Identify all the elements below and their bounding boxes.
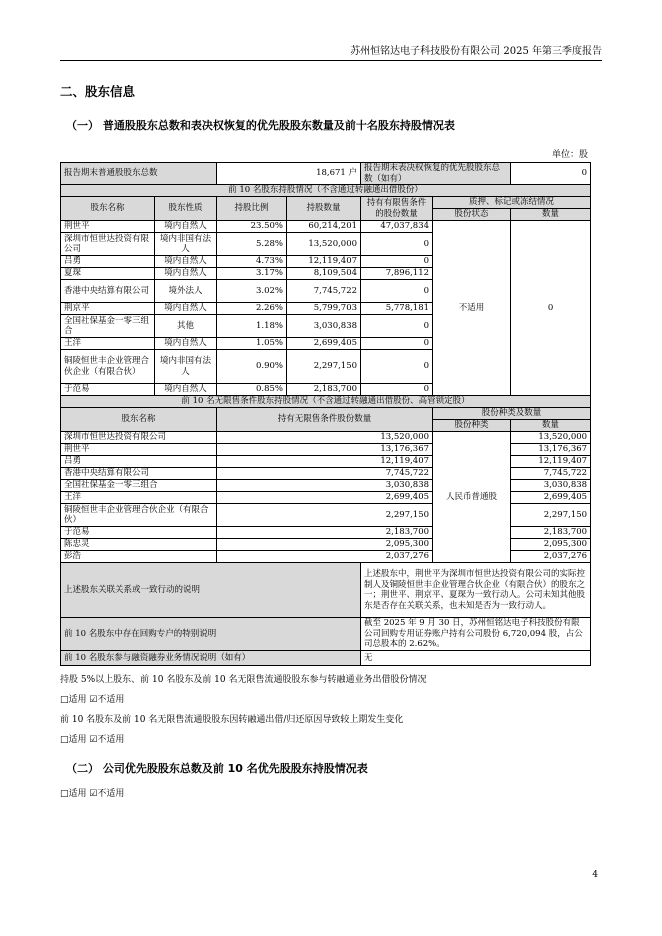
applicable-3: □适用 ☑不适用	[60, 789, 125, 799]
holder-name: 深圳市恒世达投资有限公司	[61, 233, 155, 256]
holder-nature: 境内自然人	[155, 384, 217, 396]
col-qty: 持股数量	[287, 197, 361, 221]
u-holder-count: 2,095,300	[511, 539, 591, 551]
u-holder-qty: 2,297,150	[217, 504, 433, 527]
u-holder-name: 陈忠灵	[61, 539, 217, 551]
holder-nature: 境外法人	[155, 280, 217, 303]
unrestricted-title-row	[61, 396, 591, 408]
pledge-status: 不适用	[433, 221, 511, 396]
unrestricted-row	[61, 504, 591, 527]
holder-ratio: 23.50%	[217, 221, 287, 233]
holder-restricted: 47,037,834	[361, 221, 433, 233]
unrestricted-row	[61, 444, 591, 456]
holder-ratio: 3.02%	[217, 280, 287, 303]
holder-restricted: 0	[361, 280, 433, 303]
col-status: 股份状态	[433, 209, 511, 221]
holder-name: 吕勇	[61, 256, 155, 268]
holder-ratio: 5.28%	[217, 233, 287, 256]
unrestricted-row	[61, 456, 591, 468]
pref-holders-label: 报告期末表决权恢复的优先股股东总数（如有）	[361, 163, 511, 185]
shareholder-table	[60, 162, 591, 666]
unrestricted-row	[61, 551, 591, 563]
u-holder-qty: 3,030,838	[217, 480, 433, 492]
u-holder-qty: 13,520,000	[217, 432, 433, 444]
col-u-type: 股份种类	[433, 420, 511, 432]
holder-qty: 2,183,700	[287, 384, 361, 396]
note-text: 截至 2025 年 9 月 30 日，苏州恒铭达电子科技股份有限公司回购专用证券账户持有公司股份 6,720,094 股，占公司总股本的 2.62%。	[361, 618, 591, 651]
col-ratio: 持股比例	[217, 197, 287, 221]
applicable-2: □适用 ☑不适用	[60, 735, 125, 745]
holder-restricted: 0	[361, 256, 433, 268]
u-holder-name: 香港中央结算有限公司	[61, 468, 217, 480]
holder-name: 于范易	[61, 384, 155, 396]
holder-name: 王洋	[61, 338, 155, 350]
pref-holders-value: 0	[511, 163, 591, 185]
u-holder-name: 吕勇	[61, 456, 217, 468]
holder-ratio: 0.90%	[217, 350, 287, 384]
col-pledge: 质押、标记或冻结情况	[433, 197, 591, 209]
holder-qty: 7,745,722	[287, 280, 361, 303]
holder-restricted: 7,896,112	[361, 268, 433, 280]
holder-restricted: 0	[361, 384, 433, 396]
note-label: 上述股东关联关系或一致行动的说明	[61, 563, 361, 618]
u-holder-count: 12,119,407	[511, 456, 591, 468]
holder-nature: 境内自然人	[155, 256, 217, 268]
holder-name: 荆京平	[61, 303, 155, 315]
holder-ratio: 3.17%	[217, 268, 287, 280]
share-type: 人民币普通股	[433, 432, 511, 563]
u-holder-name: 荆世平	[61, 444, 217, 456]
u-holder-count: 2,183,700	[511, 527, 591, 539]
unrestricted-row	[61, 492, 591, 504]
u-holder-count: 13,176,367	[511, 444, 591, 456]
top10-row	[61, 221, 591, 233]
holder-restricted: 5,778,181	[361, 303, 433, 315]
holder-nature: 境内非国有法人	[155, 350, 217, 384]
subsection-title-2: （二） 公司优先股股东总数及前 10 名优先股股东持股情况表	[66, 762, 368, 775]
holder-qty: 8,109,504	[287, 268, 361, 280]
u-holder-name: 于范易	[61, 527, 217, 539]
u-holder-qty: 2,699,405	[217, 492, 433, 504]
u-holder-name: 深圳市恒世达投资有限公司	[61, 432, 217, 444]
note-label: 前 10 名股东中存在回购专户的特别说明	[61, 618, 361, 651]
holder-name: 夏琛	[61, 268, 155, 280]
page-header: 苏州恒铭达电子科技股份有限公司 2025 年第三季度报告	[60, 44, 602, 61]
u-holder-name: 王洋	[61, 492, 217, 504]
u-holder-name: 彭浩	[61, 551, 217, 563]
holder-name: 荆世平	[61, 221, 155, 233]
holder-nature: 境内非国有法人	[155, 233, 217, 256]
note-row	[61, 618, 591, 651]
top10-title: 前 10 名股东持股情况（不含通过转融通出借股份）	[61, 185, 591, 197]
top10-title-row	[61, 185, 591, 197]
top10-header-row	[61, 197, 591, 209]
note-label: 前 10 名股东参与融资融券业务情况说明（如有）	[61, 650, 361, 665]
subsection-title-1: （一） 普通股股东总数和表决权恢复的优先股股东数量及前十名股东持股情况表	[66, 119, 455, 132]
u-holder-count: 3,030,838	[511, 480, 591, 492]
holder-qty: 13,520,000	[287, 233, 361, 256]
u-holder-name: 铜陵恒世丰企业管理合伙企业（有限合伙）	[61, 504, 217, 527]
holder-ratio: 4.73%	[217, 256, 287, 268]
total-holders-value: 18,671 户	[217, 163, 361, 185]
col-count: 数量	[511, 209, 591, 221]
holder-name: 香港中央结算有限公司	[61, 280, 155, 303]
holder-nature: 境内自然人	[155, 221, 217, 233]
u-holder-qty: 2,183,700	[217, 527, 433, 539]
holder-restricted: 0	[361, 338, 433, 350]
holder-restricted: 0	[361, 315, 433, 338]
holder-ratio: 0.85%	[217, 384, 287, 396]
paragraph-1: 持股 5%以上股东、前 10 名股东及前 10 名无限售流通股股东参与转融通业务出借股份情况	[60, 675, 427, 685]
holder-nature: 其他	[155, 315, 217, 338]
u-holder-qty: 2,095,300	[217, 539, 433, 551]
col-u-qty: 持有无限售条件股份数量	[217, 408, 433, 432]
holder-qty: 2,297,150	[287, 350, 361, 384]
holder-ratio: 1.18%	[217, 315, 287, 338]
holder-name: 全国社保基金一零三组合	[61, 315, 155, 338]
col-restricted: 持有有限售条件的股份数量	[361, 197, 433, 221]
u-holder-name: 全国社保基金一零三组合	[61, 480, 217, 492]
col-u-count: 数量	[511, 420, 591, 432]
u-holder-count: 2,297,150	[511, 504, 591, 527]
total-holders-label: 报告期末普通股股东总数	[61, 163, 217, 185]
unrestricted-row	[61, 480, 591, 492]
summary-row	[61, 163, 591, 185]
col-u-name: 股东名称	[61, 408, 217, 432]
holder-qty: 12,119,407	[287, 256, 361, 268]
holder-restricted: 0	[361, 233, 433, 256]
unit-label: 单位：股	[551, 150, 588, 160]
unrestricted-header-row	[61, 408, 591, 420]
holder-ratio: 2.26%	[217, 303, 287, 315]
unrestricted-title: 前 10 名无限售条件股东持股情况（不含通过转融通出借股份、高管锁定股）	[61, 396, 591, 408]
u-holder-count: 7,745,722	[511, 468, 591, 480]
u-holder-count: 2,037,276	[511, 551, 591, 563]
col-nature: 股东性质	[155, 197, 217, 221]
unrestricted-row	[61, 539, 591, 551]
applicable-1: □适用 ☑不适用	[60, 695, 125, 705]
u-holder-qty: 7,745,722	[217, 468, 433, 480]
u-holder-qty: 2,037,276	[217, 551, 433, 563]
holder-ratio: 1.05%	[217, 338, 287, 350]
pledge-count: 0	[511, 221, 591, 396]
u-holder-count: 2,699,405	[511, 492, 591, 504]
holder-nature: 境内自然人	[155, 338, 217, 350]
holder-qty: 3,030,838	[287, 315, 361, 338]
col-name: 股东名称	[61, 197, 155, 221]
u-holder-qty: 13,176,367	[217, 444, 433, 456]
note-row	[61, 563, 591, 618]
unrestricted-row	[61, 432, 591, 444]
unrestricted-row	[61, 527, 591, 539]
u-holder-count: 13,520,000	[511, 432, 591, 444]
holder-nature: 境内自然人	[155, 303, 217, 315]
holder-restricted: 0	[361, 350, 433, 384]
note-row	[61, 650, 591, 665]
section-title: 二、股东信息	[60, 84, 136, 99]
unrestricted-row	[61, 468, 591, 480]
paragraph-2: 前 10 名股东及前 10 名无限售流通股股东因转融通出借/归还原因导致较上期发生变化	[60, 715, 404, 725]
note-text: 上述股东中，荆世平为深圳市恒世达投资有限公司的实际控制人及铜陵恒世丰企业管理合伙企业（有限合伙）的股东之一；荆世平、荆京平、夏琛为一致行动人。公司未知其他股东是否存在关联关系，也未知是否为一致行动人。	[361, 563, 591, 618]
note-text: 无	[361, 650, 591, 665]
holder-nature: 境内自然人	[155, 268, 217, 280]
holder-qty: 60,214,201	[287, 221, 361, 233]
holder-name: 铜陵恒世丰企业管理合伙企业（有限合伙）	[61, 350, 155, 384]
u-holder-qty: 12,119,407	[217, 456, 433, 468]
col-u-typegroup: 股份种类及数量	[433, 408, 591, 420]
holder-qty: 2,699,405	[287, 338, 361, 350]
holder-qty: 5,799,703	[287, 303, 361, 315]
page-number: 4	[592, 870, 598, 880]
